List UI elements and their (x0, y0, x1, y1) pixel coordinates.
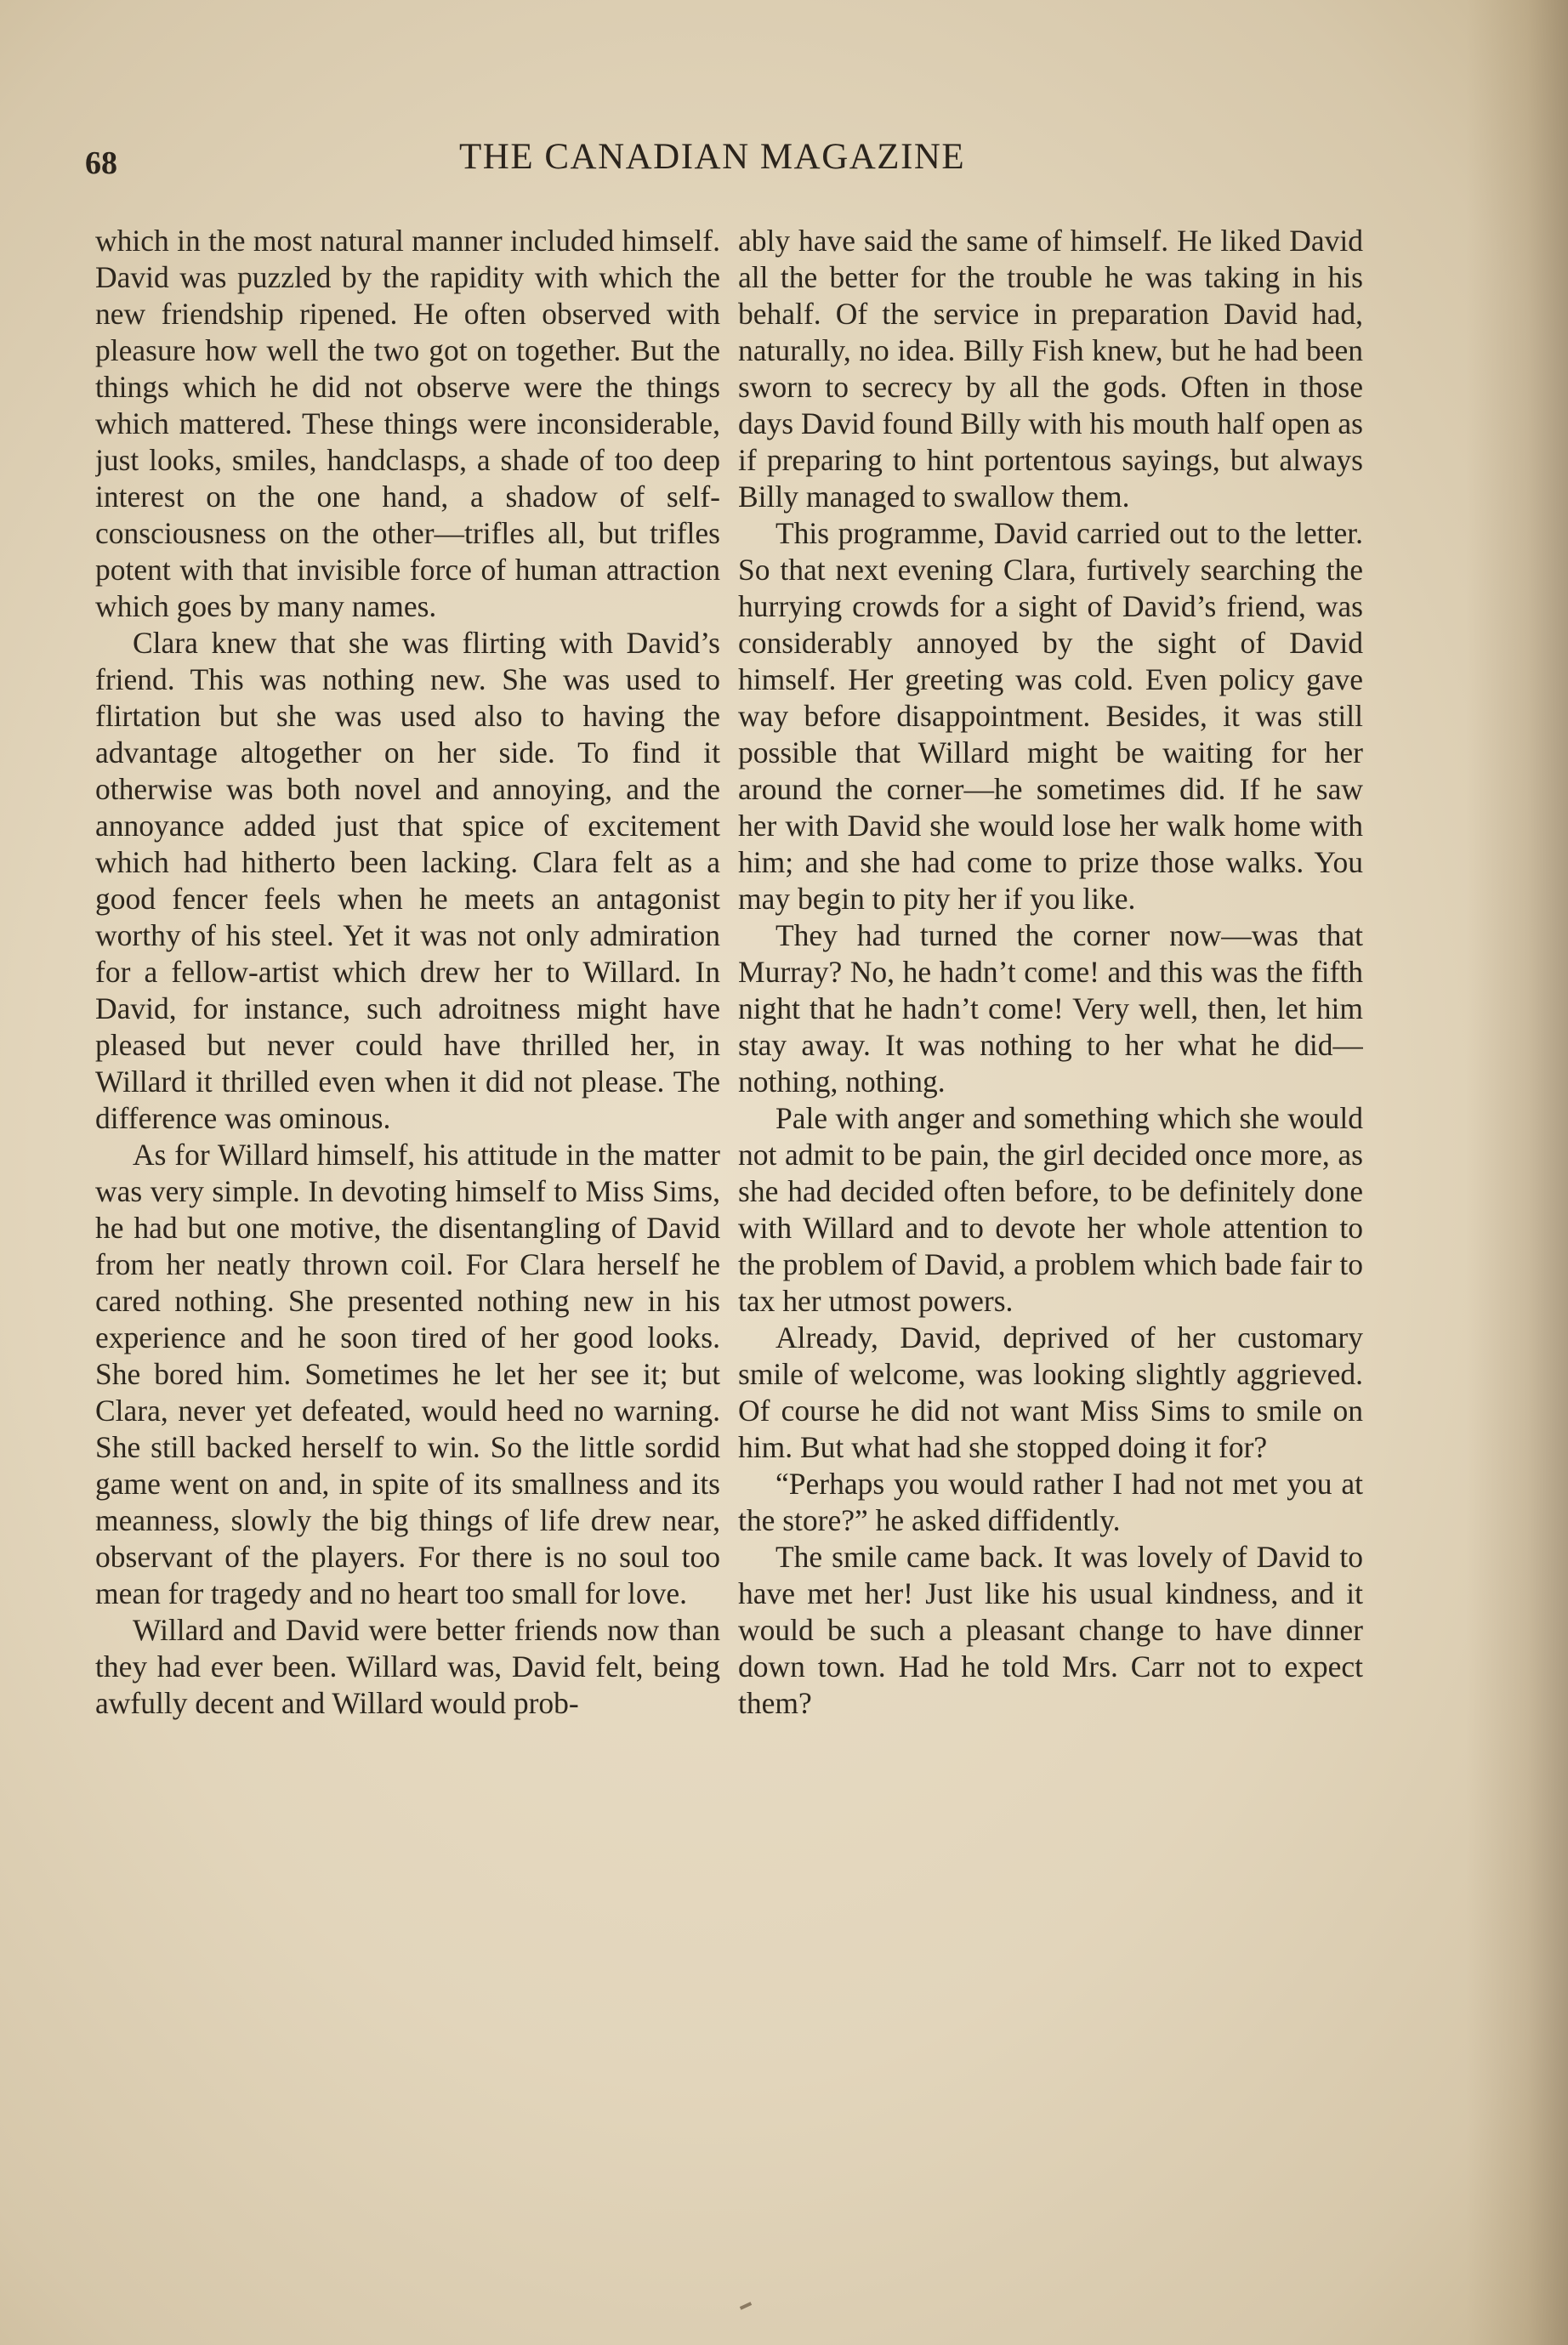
page-header (85, 136, 1446, 204)
paragraph: The smile came back. It was lovely of David to have met her! Just like his usual kindness, and it would be such a pleasant change to have dinner down town. Had he told Mrs. Carr not to expect them? (738, 1540, 1363, 1720)
paragraph: They had turned the corner now—was that Murray? No, he hadn’t come! and this was the fifth night that he hadn’t come! Very well, then, let him stay away. It was nothing to her what he did—nothing, nothing. (738, 918, 1363, 1099)
paragraph: Pale with anger and something which she would not admit to be pain, the girl decided once more, as she had decided often before, to be definitely done with Willard and to devote her whole attention to the problem of David, a problem which bade fair to tax her utmost powers. (738, 1101, 1363, 1318)
print-mark (740, 2302, 752, 2310)
left-column (95, 223, 720, 2229)
paragraph: This programme, David carried out to the letter. So that next evening Clara, furtively searching the hurrying crowds for a sight of David’s friend, was considerably annoyed by the sight of David himself. Her greeting was cold. Even policy gave way before disappointment. Besides, it was still possible that Willard might be waiting for her around the corner—he sometimes did. If he saw her with David she would lose her walk home with him; and she had come to prize those walks. You may begin to pity her if you like. (738, 516, 1363, 916)
paragraph: Willard and David were better friends now than they had ever been. Willard was, David felt, being awfully decent and Willard would prob- (95, 1613, 720, 1720)
page-number: 68 (85, 145, 117, 181)
running-title: THE CANADIAN MAGAZINE (459, 137, 966, 177)
right-column (738, 223, 1363, 2229)
paragraph: which in the most natural manner included himself. David was puzzled by the rapidity with which the new friendship ripened. He often observed with pleasure how well the two got on together. But the things which he did not observe were the things which mattered. These things were inconsiderable, just looks, smiles, handclasps, a shade of too deep interest on the one hand, a shadow of self-consciousness on the other—trifles all, but trifles potent with that invisible force of human attraction which goes by many names. (95, 224, 720, 623)
paragraph: As for Willard himself, his attitude in the matter was very simple. In devoting himself to Miss Sims, he had but one motive, the disentangling of David from her neatly thrown coil. For Clara herself he cared nothing. She presented nothing new in his experience and he soon tired of her good looks. She bored him. Sometimes he let her see it; but Clara, never yet defeated, would heed no warning. She still backed herself to win. So the little sordid game went on and, in spite of its smallness and its meanness, slowly the big things of life drew near, observant of the players. For there is no soul too mean for tragedy and no heart too small for love. (95, 1138, 720, 1610)
paragraph: “Perhaps you would rather I had not met you at the store?” he asked diffidently. (738, 1467, 1363, 1537)
paragraph: ably have said the same of himself. He liked David all the better for the trouble he was taking in his behalf. Of the service in preparation David had, naturally, no idea. Billy Fish knew, but he had been sworn to secrecy by all the gods. Often in those days David found Billy with his mouth half open as if preparing to hint portentous sayings, but always Billy managed to swallow them. (738, 224, 1363, 514)
page-edge-shadow (1466, 0, 1568, 2345)
paragraph: Clara knew that she was flirting with David’s friend. This was nothing new. She was used to flirtation but she was used also to having the advantage altogether on her side. To find it otherwise was both novel and annoying, and the annoyance added just that spice of excitement which had hitherto been lacking. Clara felt as a good fencer feels when he meets an antagonist worthy of his steel. Yet it was not only admiration for a fellow-artist which drew her to Willard. In David, for instance, such adroitness might have pleased but never could have thrilled her, in Willard it thrilled even when it did not please. The difference was ominous. (95, 626, 720, 1135)
paragraph: Already, David, deprived of her customary smile of welcome, was looking slightly aggrieved. Of course he did not want Miss Sims to smile on him. But what had she stopped doing it for? (738, 1320, 1363, 1464)
